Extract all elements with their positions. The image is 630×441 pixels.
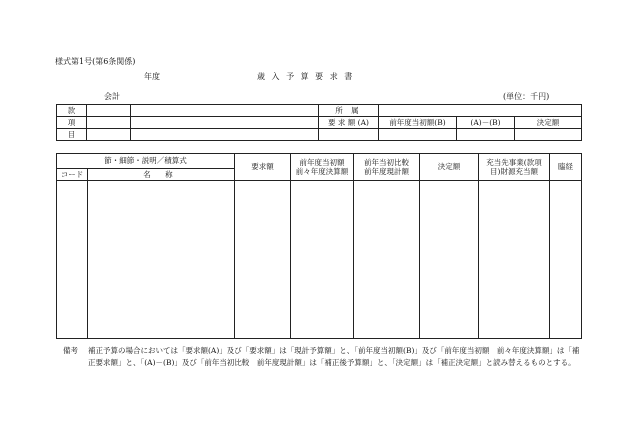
code-column-body[interactable] (57, 181, 88, 339)
document-title: 歳 入 予 算 要 求 書 (257, 72, 355, 81)
kan-name-cell[interactable] (131, 105, 319, 117)
kou-name-cell[interactable] (131, 117, 319, 129)
rinji-header: 臨経 (550, 154, 582, 181)
zennen-tousho-header (291, 154, 354, 181)
setsu-header: 節・細節・説明／積算式 (57, 154, 235, 169)
hikaku-line2: 前年度現計額 (364, 167, 409, 176)
diff-value-cell[interactable] (457, 129, 515, 141)
diff-header: (A)－(B) (457, 117, 515, 129)
hikaku-line1: 前年当初比較 (364, 157, 409, 167)
fiscal-year-label: 年度 (144, 72, 160, 81)
youkyuu-header: 要 求 額 (A) (319, 117, 379, 129)
hikaku-column-body[interactable] (354, 181, 420, 339)
moku-code-cell[interactable] (87, 129, 131, 141)
ketteigaku-column-body[interactable] (420, 181, 479, 339)
juutou-header (479, 154, 550, 181)
zennen-value-cell[interactable] (379, 129, 457, 141)
zennen-header: 前年度当初額(B) (379, 117, 457, 129)
juutou-line2: 目)財源充当額 (490, 167, 538, 176)
meishou-header: 名 称 (88, 169, 235, 181)
zennen-tousho-line2: 前々年度決算額 (295, 167, 349, 176)
kettei-header: 決定額 (515, 117, 582, 129)
detail-table (56, 153, 582, 339)
moku-label: 目 (57, 129, 87, 141)
kan-label: 款 (57, 105, 87, 117)
shozoku-label: 所 属 (319, 105, 379, 117)
unit-label: (単位：千円) (503, 92, 550, 101)
kan-code-cell[interactable] (87, 105, 131, 117)
remarks-text: 補正予算の場合においては「要求額(A)」及び「要求額」は「現計予算額」と、「前年度当初額(B)」及び「前年度当初額 前々年度決算額」は「補正要求額」と、「(A)－(B)」及び「前年当初比較 前年度現計額」は「補正後予算額」と、「決定額」は「補正決定額」と読み替えるものとする。 (88, 346, 580, 367)
kou-label: 項 (57, 117, 87, 129)
youkyuugaku-column-body[interactable] (235, 181, 291, 339)
zennen-tousho-line1: 前年度当初額 (299, 157, 345, 167)
account-header-table (56, 104, 582, 141)
zennen-tousho-column-body[interactable] (291, 181, 354, 339)
youkyuugaku-header: 要求額 (235, 154, 291, 181)
meishou-column-body[interactable] (88, 181, 235, 339)
ketteigaku-header: 決定額 (420, 154, 479, 181)
code-header: コード (57, 169, 88, 181)
hikaku-header (354, 154, 420, 181)
moku-name-cell[interactable] (131, 129, 319, 141)
juutou-column-body[interactable] (479, 181, 550, 339)
juutou-line1: 充当先事業(款項 (486, 157, 542, 167)
rinji-column-body[interactable] (550, 181, 582, 339)
shozoku-value-cell[interactable] (379, 105, 582, 117)
remarks-label: 備考 (63, 346, 78, 355)
kou-code-cell[interactable] (87, 117, 131, 129)
account-label: 会計 (104, 92, 120, 101)
youkyuu-value-cell[interactable] (319, 129, 379, 141)
form-number: 様式第1号(第6条関係) (55, 57, 136, 66)
kettei-value-cell[interactable] (515, 129, 582, 141)
